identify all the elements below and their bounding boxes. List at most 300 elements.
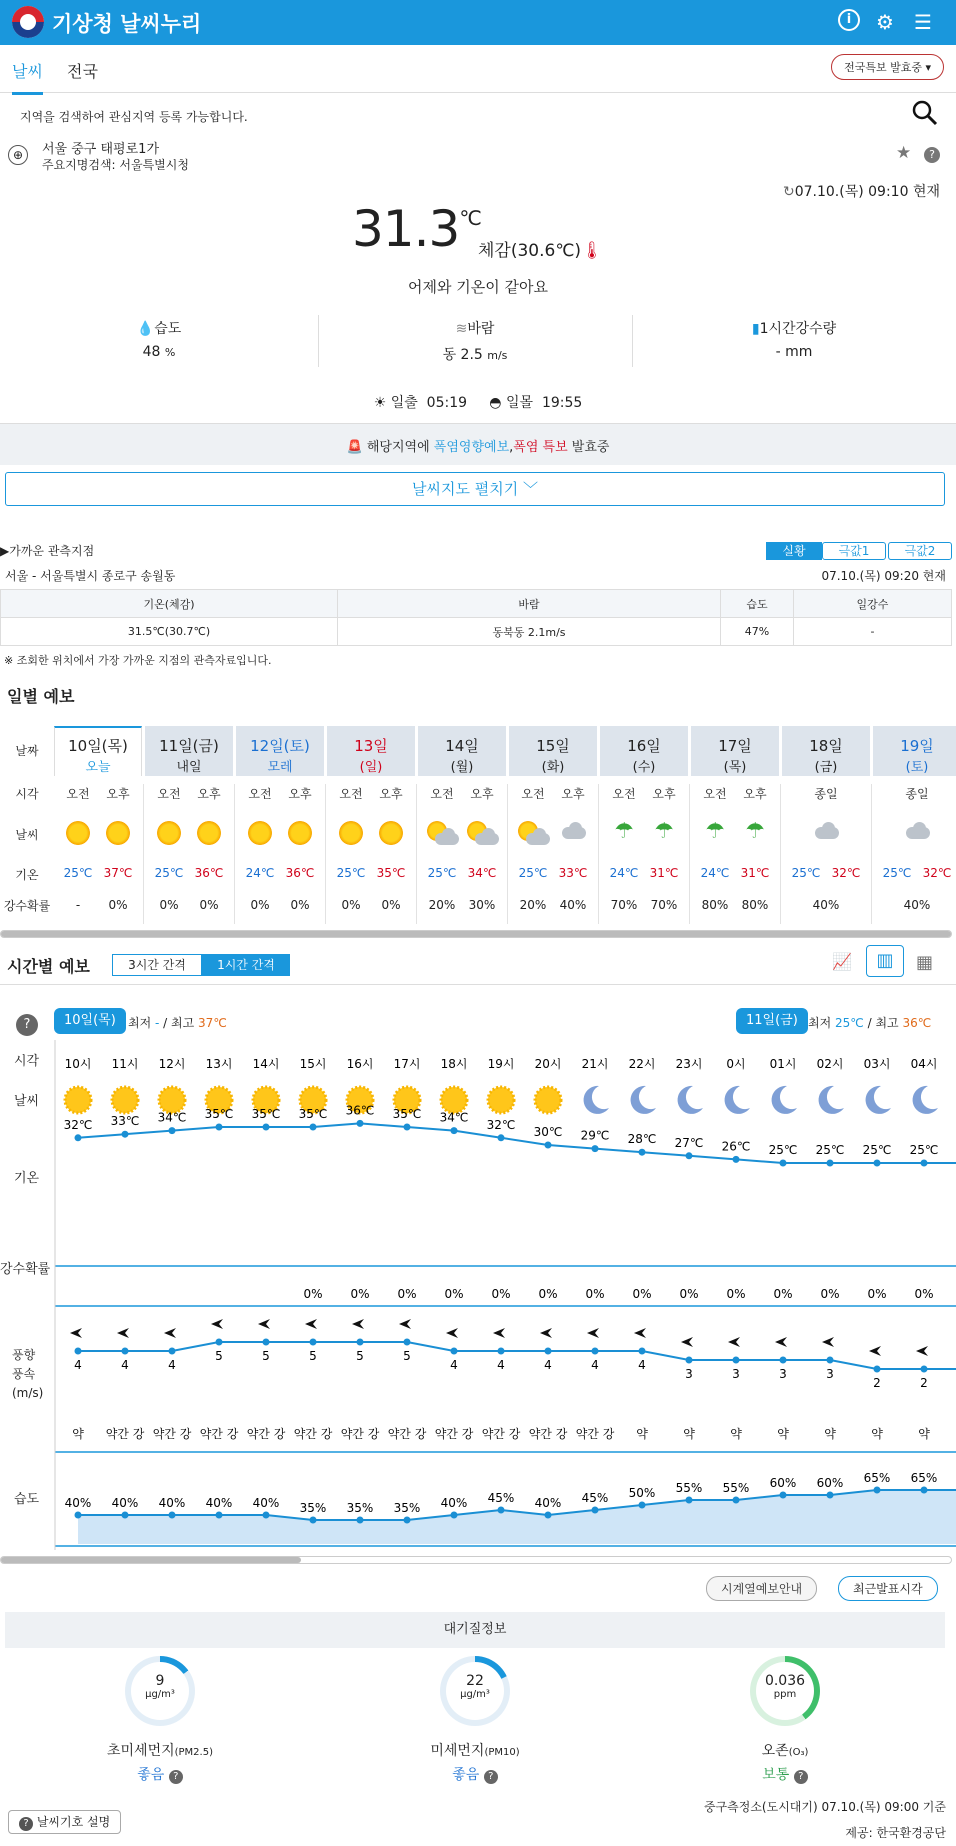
bar-chart-icon[interactable]: ▥ — [866, 945, 904, 977]
wind-point — [263, 1339, 270, 1346]
row-label-wind: 풍향 풍속 (m/s) — [12, 1348, 44, 1400]
wind-point — [686, 1357, 693, 1364]
rain-value: - mm — [775, 344, 813, 360]
hour-label: 18시 — [440, 1057, 468, 1071]
air-name: 미세먼지 — [430, 1743, 485, 1759]
day-header — [145, 726, 233, 776]
grade-help-icon[interactable]: ? — [169, 1770, 183, 1784]
gear-icon[interactable]: ⚙ — [876, 10, 894, 34]
wind-point — [310, 1339, 317, 1346]
map-toggle-button[interactable] — [5, 472, 945, 506]
obs-cell: 31.5℃(30.7℃) — [1, 618, 338, 646]
temp-value: 31.3 — [352, 200, 460, 258]
day-pop: 30% — [468, 898, 496, 912]
temp-label: 25℃ — [862, 1143, 892, 1157]
temp-label: 35℃ — [392, 1107, 422, 1121]
wind-speed-label: 2 — [873, 1376, 881, 1390]
day-temp: 31℃ — [649, 866, 679, 880]
pop-label: 0% — [679, 1287, 699, 1301]
day2-minmax: 최저 25℃ / 최고 36℃ — [808, 1016, 932, 1030]
humidity-point — [216, 1512, 223, 1519]
day2-badge: 11일(금) — [736, 1008, 808, 1034]
air-value: 22 — [466, 1673, 484, 1689]
legend-button[interactable] — [8, 1810, 121, 1834]
alert-suffix: 발효중 — [567, 440, 610, 455]
day1-badge: 10일(목) — [54, 1008, 126, 1034]
day-temp: 25℃ — [336, 866, 366, 880]
help-icon[interactable]: ? — [924, 147, 940, 163]
humidity-label: 40% — [440, 1496, 468, 1510]
sun-icon — [197, 821, 221, 845]
main-place: 주요지명검색: 서울특별시청 — [42, 158, 189, 172]
air-name: 초미세먼지 — [107, 1743, 175, 1759]
wind-desc-label: 약 — [636, 1427, 648, 1441]
humidity-point — [780, 1492, 787, 1499]
hour-label: 19시 — [487, 1057, 515, 1071]
favorite-star-icon[interactable]: ★ — [896, 143, 912, 163]
temp-point — [451, 1127, 458, 1134]
temp-label: 25℃ — [815, 1143, 845, 1157]
air-grade-row — [385, 1764, 565, 1784]
row-label-weather: 날씨 — [14, 1094, 40, 1109]
hour-label: 04시 — [910, 1057, 938, 1071]
air-grade-row — [695, 1764, 875, 1784]
grade-help-icon[interactable]: ? — [484, 1770, 498, 1784]
day-date: 10일(목) — [68, 737, 128, 755]
grade-help-icon[interactable]: ? — [794, 1770, 808, 1784]
daily-scrollbar[interactable] — [0, 930, 952, 938]
day-pop: 0% — [290, 898, 310, 912]
wind-desc-label: 약간 강 — [246, 1427, 286, 1441]
day-date: 14일 — [445, 737, 479, 755]
wind-direction-arrow-icon — [446, 1328, 458, 1338]
wind-point — [639, 1348, 646, 1355]
row-label-pop: 강수확률 — [0, 1262, 51, 1277]
day-time: 오후 — [652, 787, 676, 801]
humidity-label: 40% — [252, 1496, 280, 1510]
daily-day-column[interactable] — [782, 726, 870, 924]
wind-direction-arrow-icon — [634, 1328, 646, 1338]
temp-label: 30℃ — [533, 1125, 563, 1139]
wind-point — [827, 1357, 834, 1364]
sunrise-label: 일출 — [390, 395, 418, 411]
timeseries-guide-button[interactable]: 시계열예보안내 — [706, 1576, 817, 1601]
air-grade-row — [70, 1764, 250, 1784]
air-unit: μg/m³ — [145, 1689, 175, 1700]
interval-1h-button[interactable]: 1시간 간격 — [202, 954, 290, 976]
btn-current[interactable]: 실황 — [766, 542, 822, 560]
humidity-point — [733, 1497, 740, 1504]
day-sub: (목) — [723, 760, 747, 775]
wind-speed-label: 3 — [779, 1367, 787, 1381]
main-tabs — [0, 45, 956, 93]
tab-nation[interactable]: 전국 — [67, 62, 98, 81]
hour-label: 03시 — [863, 1057, 891, 1071]
humidity-label: 45% — [487, 1491, 515, 1505]
day-sub: 모레 — [267, 760, 293, 775]
pop-label: 0% — [397, 1287, 417, 1301]
obs-cell: 동북동 2.1m/s — [338, 618, 721, 646]
day-temp: 31℃ — [740, 866, 770, 880]
wind-desc-label: 약간 강 — [528, 1427, 568, 1441]
wind-desc-label: 약간 강 — [575, 1427, 615, 1441]
btn-extreme2[interactable]: 극값2 — [888, 542, 952, 560]
menu-icon[interactable]: ☰ — [914, 10, 932, 34]
obs-header: 습도 — [721, 590, 794, 618]
wind-point — [169, 1348, 176, 1355]
humidity-point — [592, 1507, 599, 1514]
wind-speed-label: 5 — [356, 1349, 364, 1363]
wind-point — [874, 1366, 881, 1373]
daily-day-column[interactable] — [236, 726, 324, 924]
day-date: 16일 — [627, 737, 661, 755]
hour-label: 10시 — [64, 1057, 92, 1071]
daily-day-column[interactable] — [509, 726, 597, 924]
wind-line — [78, 1342, 956, 1369]
daily-day-column[interactable] — [600, 726, 688, 924]
humidity-label: 습도 — [154, 321, 182, 337]
wind-direction-arrow-icon — [775, 1337, 787, 1347]
temp-point — [122, 1131, 129, 1138]
obs-table — [0, 589, 952, 646]
pop-label: 0% — [350, 1287, 370, 1301]
air-quality-item — [70, 1656, 250, 1786]
droplet-icon: 💧 — [136, 321, 155, 337]
daily-day-column[interactable] — [418, 726, 506, 924]
wind-direction-arrow-icon — [822, 1337, 834, 1347]
pop-label: 0% — [585, 1287, 605, 1301]
wind-direction-arrow-icon — [117, 1328, 129, 1338]
humidity-point — [639, 1502, 646, 1509]
day-time: 오전 — [66, 787, 90, 801]
moon-icon — [631, 1086, 656, 1114]
sun-icon — [157, 821, 181, 845]
air-title: 대기질정보 — [5, 1612, 945, 1648]
wind-direction-arrow-icon — [681, 1337, 693, 1347]
air-grade: 보통 — [762, 1767, 790, 1783]
day-pop: 70% — [650, 898, 678, 912]
table-icon[interactable]: ▦ — [916, 952, 934, 973]
daily-day-column[interactable] — [145, 726, 233, 924]
wind-speed-label: 2 — [920, 1376, 928, 1390]
humidity-point — [545, 1512, 552, 1519]
wind-direction-arrow-icon — [399, 1319, 411, 1329]
hourly-chart — [0, 1040, 956, 1550]
moon-icon — [725, 1086, 750, 1114]
daily-day-column[interactable] — [54, 726, 142, 924]
umbrella-icon: ☂ — [705, 819, 725, 844]
wind-speed-label: 5 — [309, 1349, 317, 1363]
sun-icon — [441, 1087, 467, 1113]
sun-cloud-icon — [467, 821, 497, 847]
temp-compare: 어제와 기온이 같아요 — [408, 278, 548, 296]
day-pop: 0% — [341, 898, 361, 912]
daily-row-label: 시각 — [15, 787, 39, 801]
day-sub: (월) — [450, 760, 474, 775]
day-temp: 37℃ — [103, 866, 133, 880]
umbrella-icon: ☂ — [654, 819, 674, 844]
max-label: 최고 — [171, 1016, 195, 1030]
address: 서울 중구 태평로1가 — [42, 142, 159, 157]
humidity-label: 40% — [205, 1496, 233, 1510]
legend-button-label: 날씨기호 설명 — [36, 1815, 111, 1829]
day2-max: 36℃ — [902, 1016, 932, 1030]
umbrella-icon: ☂ — [614, 819, 634, 844]
daily-day-column[interactable] — [327, 726, 415, 924]
pop-label: 0% — [773, 1287, 793, 1301]
sun-icon — [112, 1087, 138, 1113]
wind-speed-label: 4 — [544, 1358, 552, 1372]
daily-day-column[interactable] — [873, 726, 956, 924]
cloud-icon — [811, 821, 841, 841]
location-icon[interactable]: ⊕ — [8, 145, 28, 165]
day-header — [600, 726, 688, 776]
temp-label: 32℃ — [63, 1117, 93, 1132]
wind-desc-label: 약간 강 — [340, 1427, 380, 1441]
humidity-point — [75, 1512, 82, 1519]
day-icon — [56, 821, 100, 848]
humidity-label: 65% — [863, 1471, 891, 1485]
air-station: 중구측정소(도시대기) 07.10.(목) 09:00 기준 — [703, 1800, 946, 1814]
temp-point — [921, 1160, 928, 1167]
temp-label: 29℃ — [580, 1128, 610, 1143]
wind-speed-label: 3 — [732, 1367, 740, 1381]
search-hint: 지역을 검색하여 관심지역 등록 가능합니다. — [20, 110, 248, 124]
search-icon[interactable] — [912, 100, 938, 126]
obs-header: 기온(체감) — [1, 590, 338, 618]
day-temp: 36℃ — [194, 866, 224, 880]
day-time: 오전 — [612, 787, 636, 801]
air-gauge-ring — [440, 1656, 510, 1726]
day-temp: 25℃ — [63, 866, 93, 880]
temp-label: 25℃ — [909, 1143, 939, 1157]
info-icon[interactable]: i — [838, 9, 860, 31]
wind-direction-arrow-icon — [540, 1328, 552, 1338]
interval-3h-button[interactable]: 3시간 간격 — [112, 954, 202, 976]
air-quality-item — [385, 1656, 565, 1786]
refresh-icon[interactable]: ↻ — [782, 184, 795, 200]
wind-speed-label: 3 — [826, 1367, 834, 1381]
wind-point — [404, 1339, 411, 1346]
sunrise-icon: ☀ — [373, 395, 387, 411]
sun-icon — [248, 821, 272, 845]
day1-max: 37℃ — [198, 1016, 227, 1030]
wind-value: 동 2.5 — [442, 347, 483, 363]
feels-text: 체감(30.6℃) — [478, 241, 582, 261]
day-pop: 70% — [610, 898, 638, 912]
hour-label: 23시 — [675, 1057, 703, 1071]
pop-label: 0% — [303, 1287, 323, 1301]
siren-icon: 🚨 — [346, 440, 363, 455]
wind-desc-label: 약 — [72, 1427, 84, 1441]
sun-icon — [159, 1087, 185, 1113]
rain-gauge-icon: ▮ — [751, 321, 760, 337]
line-chart-icon[interactable]: 📈 — [832, 952, 852, 971]
wind-speed-label: 4 — [638, 1358, 646, 1372]
nationwide-alert-button[interactable]: 전국특보 발효중 ▾ — [831, 54, 944, 80]
day-icon — [804, 821, 848, 844]
heatwave-impact-link[interactable]: 폭염영향예보 — [433, 440, 510, 455]
latest-release-button[interactable]: 최근발표시각 — [838, 1576, 938, 1601]
day-pop: 40% — [559, 898, 587, 912]
hour-label: 20시 — [534, 1057, 562, 1071]
app-title[interactable]: 기상청 날씨누리 — [52, 12, 202, 36]
temp-point — [216, 1124, 223, 1131]
wind-unit: m/s — [487, 349, 508, 362]
day-time: 종일 — [905, 787, 929, 801]
humidity-label: 50% — [628, 1486, 656, 1500]
day-time: 오전 — [339, 787, 363, 801]
wind-desc-label: 약간 강 — [105, 1427, 145, 1441]
temp-point — [75, 1134, 82, 1141]
day-sub: (토) — [905, 760, 929, 775]
day-pop: 40% — [903, 898, 931, 912]
wind-speed-label: 5 — [215, 1349, 223, 1363]
day-time: 종일 — [814, 787, 838, 801]
day-time: 오후 — [197, 787, 221, 801]
day-temp: 35℃ — [376, 866, 406, 880]
daily-row-label: 강수확률 — [3, 899, 51, 913]
moon-icon — [584, 1086, 609, 1114]
temp-label: 35℃ — [204, 1107, 234, 1121]
day-header — [873, 726, 956, 776]
day-temp: 25℃ — [427, 866, 457, 880]
humidity-point — [686, 1497, 693, 1504]
wind-point — [921, 1366, 928, 1373]
air-grade: 좋음 — [137, 1767, 165, 1783]
day-temp: 25℃ — [154, 866, 184, 880]
day-temp: 36℃ — [285, 866, 315, 880]
sun-icon — [535, 1087, 561, 1113]
wind-desc-label: 약 — [683, 1427, 695, 1441]
legend-help-icon: ? — [19, 1817, 33, 1831]
wind-desc-label: 약간 강 — [152, 1427, 192, 1441]
day-header — [418, 726, 506, 776]
day-temp: 25℃ — [518, 866, 548, 880]
day-temp: 25℃ — [882, 866, 912, 880]
day-icon — [733, 821, 777, 843]
day-icon — [551, 821, 595, 844]
day-date: 18일 — [809, 737, 843, 755]
wind-speed-label: 4 — [450, 1358, 458, 1372]
wind-block — [318, 318, 632, 364]
air-sub: (PM2.5) — [174, 1747, 213, 1758]
day-date: 15일 — [536, 737, 570, 755]
wind-desc-label: 약간 강 — [434, 1427, 474, 1441]
pop-label: 0% — [820, 1287, 840, 1301]
day-icon — [278, 821, 322, 848]
wind-direction-arrow-icon — [258, 1319, 270, 1329]
sun-icon — [339, 821, 363, 845]
day-temp: 32℃ — [831, 866, 861, 880]
daily-row-label: 날씨 — [15, 828, 39, 842]
humidity-point — [404, 1517, 411, 1524]
humidity-label: 40% — [534, 1496, 562, 1510]
row-label-humidity: 습도 — [14, 1492, 40, 1507]
min-label: 최저 — [128, 1016, 152, 1030]
map-toggle-label: 날씨지도 펼치기 — [412, 480, 519, 498]
day-sub: (금) — [814, 760, 838, 775]
temp-point — [780, 1160, 787, 1167]
day-time: 오후 — [106, 787, 130, 801]
btn-extreme1[interactable]: 극값1 — [822, 542, 886, 560]
humidity-point — [169, 1512, 176, 1519]
kma-logo — [12, 6, 44, 38]
day-time: 오후 — [379, 787, 403, 801]
day-sub: 오늘 — [85, 760, 111, 775]
pop-label: 0% — [491, 1287, 511, 1301]
hourly-help-icon[interactable]: ? — [16, 1014, 38, 1036]
humidity-unit: % — [164, 346, 176, 359]
day-pop: 20% — [428, 898, 456, 912]
heatwave-warning-link[interactable]: 폭염 특보 — [513, 440, 568, 455]
wind-desc-label: 약간 강 — [293, 1427, 333, 1441]
sun-cloud-icon — [427, 821, 457, 847]
daily-day-column[interactable] — [691, 726, 779, 924]
day-sub: (화) — [541, 760, 565, 775]
wind-point — [216, 1339, 223, 1346]
air-name-row — [70, 1740, 250, 1760]
air-sub: (PM10) — [484, 1747, 520, 1758]
wind-direction-arrow-icon — [352, 1319, 364, 1329]
humidity-block — [0, 318, 318, 360]
pop-label: 0% — [444, 1287, 464, 1301]
air-provider: 제공: 한국환경공단 — [845, 1826, 946, 1840]
hour-label: 16시 — [346, 1057, 374, 1071]
wind-icon: ≋ — [455, 321, 468, 337]
humidity-point — [827, 1492, 834, 1499]
tab-weather[interactable]: 날씨 — [12, 59, 43, 95]
moon-icon — [913, 1086, 938, 1114]
day-icon — [147, 821, 191, 848]
moon-icon — [772, 1086, 797, 1114]
day-header — [236, 726, 324, 776]
wind-direction-arrow-icon — [587, 1328, 599, 1338]
wind-speed-label: 4 — [121, 1358, 129, 1372]
chevron-down-icon: ﹀ — [522, 480, 538, 498]
app-header — [0, 0, 956, 45]
humidity-label: 45% — [581, 1491, 609, 1505]
temp-point — [592, 1145, 599, 1152]
sun-icon — [288, 821, 312, 845]
hour-label: 17시 — [393, 1057, 421, 1071]
wind-point — [122, 1348, 129, 1355]
day-icon — [420, 821, 464, 850]
temp-label: 35℃ — [298, 1107, 328, 1121]
day-pop: 0% — [159, 898, 179, 912]
hourly-scrollbar[interactable] — [0, 1556, 952, 1564]
obs-cell: 47% — [721, 618, 794, 646]
timestamp-text: 07.10.(목) 09:10 현재 — [794, 184, 940, 200]
max-label: 최고 — [875, 1016, 899, 1030]
temp-point — [733, 1156, 740, 1163]
air-value: 9 — [155, 1673, 165, 1689]
wind-direction-arrow-icon — [869, 1346, 881, 1356]
day-time: 오전 — [521, 787, 545, 801]
sunset-icon: ◓ — [489, 395, 502, 411]
temp-point — [498, 1134, 505, 1141]
pop-label: 0% — [914, 1287, 934, 1301]
day-header — [327, 726, 415, 776]
day-pop: - — [75, 898, 81, 912]
sun-icon — [106, 821, 130, 845]
day-pop: 0% — [199, 898, 219, 912]
day-date: 17일 — [718, 737, 752, 755]
wind-desc-label: 약 — [871, 1427, 883, 1441]
temp-point — [263, 1124, 270, 1131]
day-header — [691, 726, 779, 776]
wind-direction-arrow-icon — [916, 1346, 928, 1356]
